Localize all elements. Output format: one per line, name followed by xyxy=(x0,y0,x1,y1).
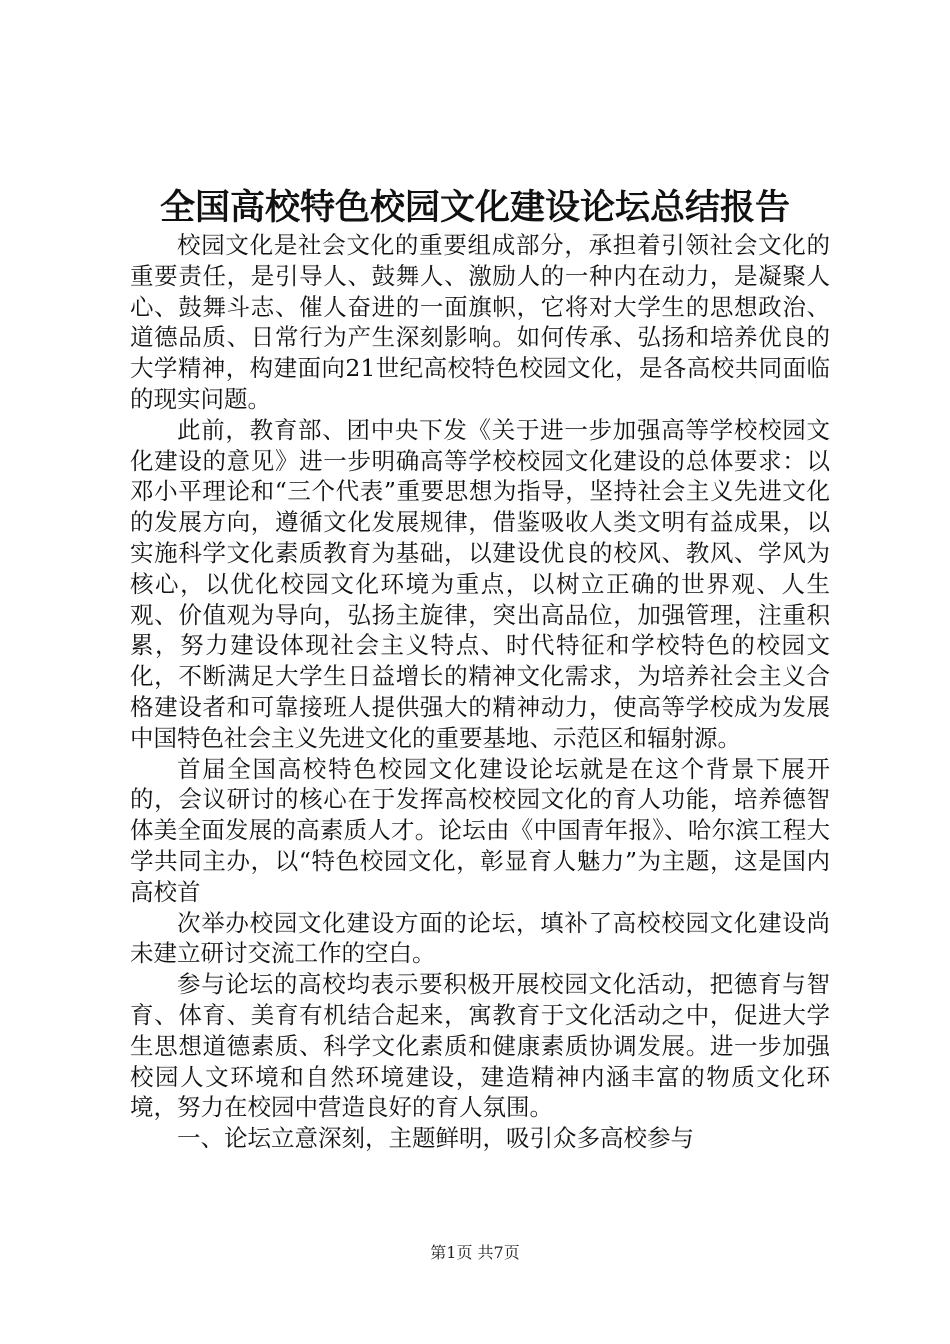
document-body xyxy=(130,230,830,1154)
paragraph: 首届全国高校特色校园文化建设论坛就是在这个背景下展开的，会议研讨的核心在于发挥高校校园文化的育人功能，培养德智体美全面发展的高素质人才。论坛由《中国青年报》、哈尔滨工程大学共同主办，以“特色校园文化，彰显育人魅力”为主题，这是国内高校首 xyxy=(130,754,830,906)
paragraph: 次举办校园文化建设方面的论坛，填补了高校校园文化建设尚未建立研讨交流工作的空白。 xyxy=(130,908,830,968)
section-heading: 一、论坛立意深刻，主题鲜明，吸引众多高校参与 xyxy=(177,1124,694,1153)
document-title: 全国高校特色校园文化建设论坛总结报告 xyxy=(159,187,790,228)
page-number-footer: 第1页 共7页 xyxy=(430,1243,520,1262)
paragraph: 校园文化是社会文化的重要组成部分，承担着引领社会文化的重要责任，是引导人、鼓舞人、激励人的一种内在动力，是凝聚人心、鼓舞斗志、催人奋进的一面旗帜，它将对大学生的思想政治、道德品质、日常行为产生深刻影响。如何传承、弘扬和培养优良的大学精神，构建面向21世纪高校特色校园文化，是各高校共同面临的现实问题。 xyxy=(130,231,830,413)
paragraph: 此前，教育部、团中央下发《关于进一步加强高等学校校园文化建设的意见》进一步明确高等学校校园文化建设的总体要求：以邓小平理论和“三个代表”重要思想为指导，坚持社会主义先进文化的发展方向，遵循文化发展规律，借鉴吸收人类文明有益成果，以实施科学文化素质教育为基础，以建设优良的校风、教风、学风为核心，以优化校园文化环境为重点，以树立正确的世界观、人生观、价值观为导向，弘扬主旋律，突出高品位，加强管理，注重积累，努力建设体现社会主义特点、时代特征和学校特色的校园文化，不断满足大学生日益增长的精神文化需求，为培养社会主义合格建设者和可靠接班人提供强大的精神动力，使高等学校成为发展中国特色社会主义先进文化的重要基地、示范区和辐射源。 xyxy=(130,415,830,752)
paragraph: 参与论坛的高校均表示要积极开展校园文化活动，把德育与智育、体育、美育有机结合起来，寓教育于文化活动之中，促进大学生思想道德素质、科学文化素质和健康素质协调发展。进一步加强校园人文环境和自然环境建设，建造精神内涵丰富的物质文化环境，努力在校园中营造良好的育人氛围。 xyxy=(130,970,830,1122)
